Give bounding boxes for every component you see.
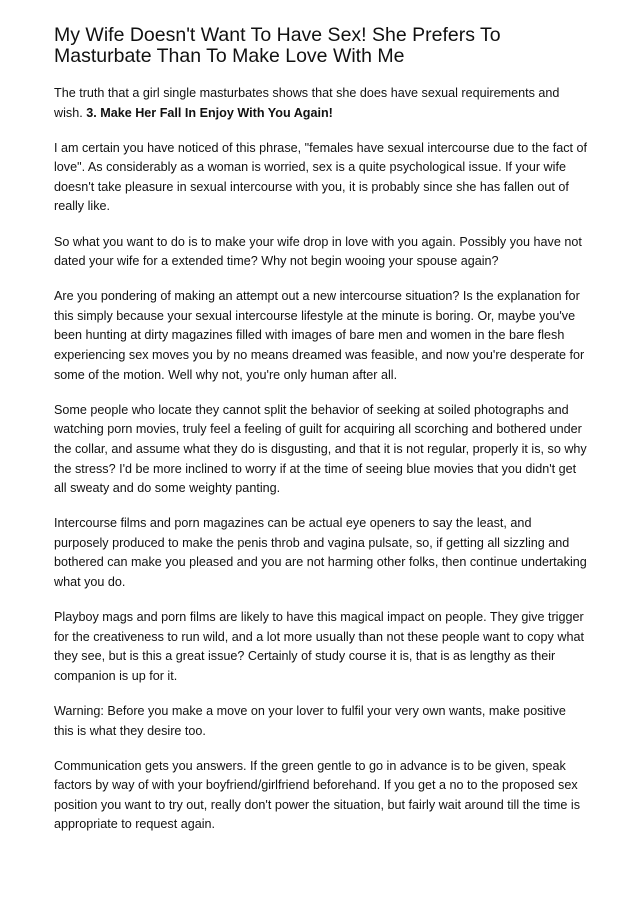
body-paragraph-3: Are you pondering of making an attempt out a new intercourse situation? Is the explanation for this simply because your sexual intercourse lifestyle at the minute is boring. Or, maybe you've been hunting at dirty magazines filled with images of bare men and women in the bare flesh experiencing sex moves you by no means dreamed was feasible, and now you're desperate for some of the motion. Well why not, you're only human after all. [54,289,585,382]
intro-text: The truth that a girl single masturbates shows that she does have sexual requirements and wish. [54,86,560,120]
body-paragraph-6: Playboy mags and porn films are likely to have this magical impact on people. They give trigger for the creativeness to run wild, and a lot more usually than not these people want to copy what they see, but is this a great issue? Certainly of study course it is, that is as lengthy as their companion is up for it. [54,610,584,683]
document-page [54,25,588,851]
document-title: My Wife Doesn't Want To Have Sex! She Prefers To Masturbate Than To Make Love With Me [54,24,501,67]
intro-bold-heading: 3. Make Her Fall In Enjoy With You Again! [86,105,333,120]
body-paragraph-5: Intercourse films and porn magazines can be actual eye openers to say the least, and purposely produced to make the penis throb and vagina pulsate, so, if getting all sizzling and bothered can make you pleased and you are not harming other folks, then continue undertaking what you do. [54,516,587,589]
intro-paragraph [54,84,588,123]
body-paragraph-1: I am certain you have noticed of this phrase, "females have sexual intercourse due to the fact of love". As considerably as a woman is worried, sex is a quite psychological issue. If your wife doesn't take pleasure in sexual intercourse with you, it is probably since she has fallen out of really like. [54,140,588,214]
body-paragraph-4: Some people who locate they cannot split the behavior of seeking at soiled photographs and watching porn movies, truly feel a feeling of guilt for acquiring all scorching and bothered under the collar, and assume what they do is disgusting, and that it is not regular, properly it is, so why the stress? I'd be more inclined to worry if at the time of seeing blue movies that you didn't get all sweaty and do some weighty panting. [54,402,587,496]
body-paragraph-2: So what you want to do is to make your wife drop in love with you again. Possibly you have not dated your wife for a extended time? Why not begin wooing your spouse again? [54,234,582,269]
body-paragraph-8: Communication gets you answers. If the green gentle to go in advance is to be given, speak factors by way of with your boyfriend/girlfriend beforehand. If you get a no to the proposed sex position you want to try out, really don't power the situation, but fairly wait around till the time is appropriate to request again. [54,758,581,832]
warning-paragraph: Warning: Before you make a move on your lover to fulfil your very own wants, make positive this is what they desire too. [54,703,566,738]
